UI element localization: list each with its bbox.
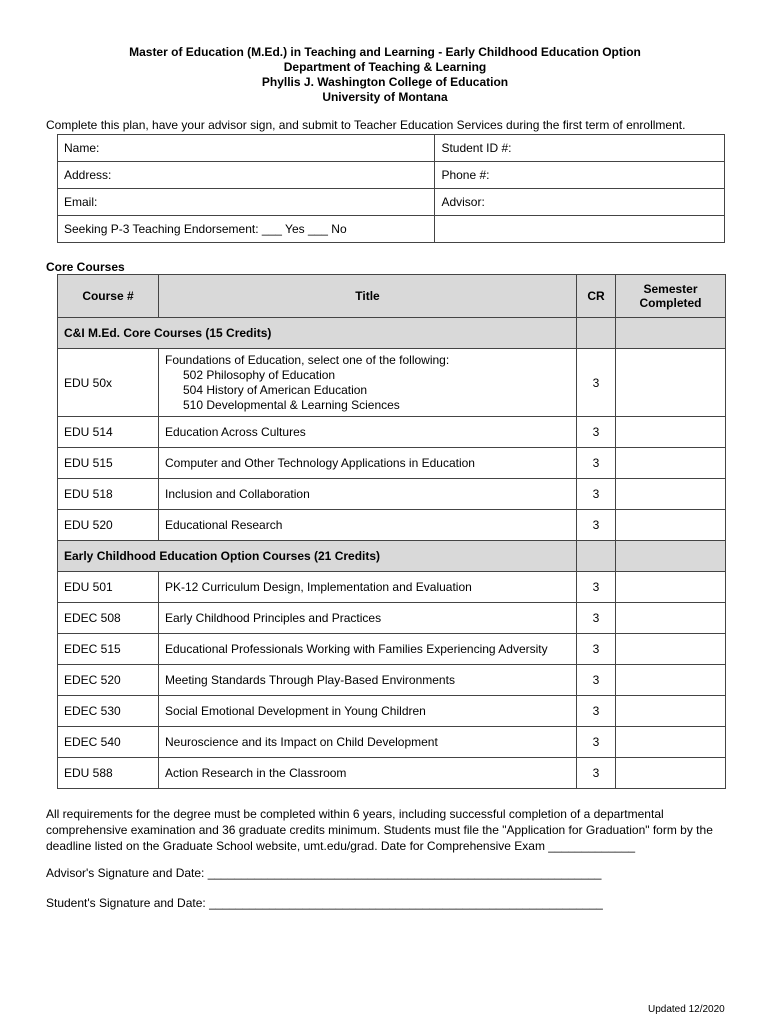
course-credits: 3 bbox=[577, 634, 616, 665]
course-credits: 3 bbox=[577, 572, 616, 603]
semester-completed-cell[interactable] bbox=[616, 665, 726, 696]
course-credits: 3 bbox=[577, 510, 616, 541]
advisor-signature-line[interactable]: Advisor's Signature and Date: ___________________________________________________________ bbox=[46, 866, 602, 880]
endorsement-field[interactable]: Seeking P-3 Teaching Endorsement: ___ Yes ___ No bbox=[58, 216, 435, 243]
course-number: EDU 515 bbox=[58, 448, 159, 479]
course-row bbox=[58, 758, 726, 789]
core-group-label: C&I M.Ed. Core Courses (15 Credits) bbox=[58, 318, 577, 349]
foundations-option: 510 Developmental & Learning Sciences bbox=[183, 397, 400, 412]
course-row bbox=[58, 572, 726, 603]
header-line-1: Master of Education (M.Ed.) in Teaching and Learning - Early Childhood Education Option bbox=[129, 45, 641, 59]
course-credits: 3 bbox=[577, 417, 616, 448]
course-credits: 3 bbox=[577, 696, 616, 727]
course-number: EDU 501 bbox=[58, 572, 159, 603]
course-number: EDEC 540 bbox=[58, 727, 159, 758]
semester-completed-cell[interactable] bbox=[616, 634, 726, 665]
student-id-field[interactable]: Student ID #: bbox=[435, 135, 725, 162]
phone-field[interactable]: Phone #: bbox=[435, 162, 725, 189]
semester-completed-cell[interactable] bbox=[616, 349, 726, 417]
course-number: EDEC 530 bbox=[58, 696, 159, 727]
course-number: EDU 50x bbox=[58, 349, 159, 417]
course-credits: 3 bbox=[577, 349, 616, 417]
student-signature-line[interactable]: Student's Signature and Date: ___________________________________________________________ bbox=[46, 896, 603, 910]
semester-completed-cell[interactable] bbox=[616, 696, 726, 727]
course-number: EDU 588 bbox=[58, 758, 159, 789]
option-group-label: Early Childhood Education Option Courses (21 Credits) bbox=[58, 541, 577, 572]
email-field[interactable]: Email: bbox=[58, 189, 435, 216]
instructions-text: Complete this plan, have your advisor sign, and submit to Teacher Education Services during the first term of enrollment. bbox=[46, 118, 686, 132]
course-credits: 3 bbox=[577, 727, 616, 758]
course-title: Educational Research bbox=[159, 510, 577, 541]
course-title: PK-12 Curriculum Design, Implementation and Evaluation bbox=[159, 572, 577, 603]
course-row bbox=[58, 603, 726, 634]
course-title: Education Across Cultures bbox=[159, 417, 577, 448]
advisor-field[interactable]: Advisor: bbox=[435, 189, 725, 216]
course-row bbox=[58, 510, 726, 541]
course-title: Inclusion and Collaboration bbox=[159, 479, 577, 510]
course-row bbox=[58, 665, 726, 696]
course-credits: 3 bbox=[577, 758, 616, 789]
course-credits: 3 bbox=[577, 479, 616, 510]
course-number-header: Course # bbox=[58, 275, 159, 318]
semester-completed-cell[interactable] bbox=[616, 448, 726, 479]
semester-completed-cell[interactable] bbox=[616, 417, 726, 448]
course-title: Computer and Other Technology Applications in Education bbox=[159, 448, 577, 479]
course-credits: 3 bbox=[577, 665, 616, 696]
course-credits: 3 bbox=[577, 448, 616, 479]
address-field[interactable]: Address: bbox=[58, 162, 435, 189]
semester-completed-header: Semester Completed bbox=[616, 275, 726, 318]
course-title: Social Emotional Development in Young Children bbox=[159, 696, 577, 727]
course-title: Neuroscience and its Impact on Child Development bbox=[159, 727, 577, 758]
name-field[interactable]: Name: bbox=[58, 135, 435, 162]
header-line-4: University of Montana bbox=[322, 90, 448, 104]
course-row bbox=[58, 448, 726, 479]
title-header: Title bbox=[159, 275, 577, 318]
document-header bbox=[0, 45, 770, 105]
student-info-table bbox=[57, 134, 725, 243]
header-line-2: Department of Teaching & Learning bbox=[283, 60, 487, 74]
core-courses-label: Core Courses bbox=[46, 260, 125, 274]
foundations-option: 502 Philosophy of Education bbox=[183, 367, 336, 382]
course-title bbox=[159, 349, 577, 417]
course-row bbox=[58, 479, 726, 510]
course-title: Meeting Standards Through Play-Based Environments bbox=[159, 665, 577, 696]
empty-info-cell bbox=[435, 216, 725, 243]
course-number: EDU 518 bbox=[58, 479, 159, 510]
option-group-row bbox=[58, 541, 726, 572]
course-row bbox=[58, 727, 726, 758]
semester-completed-cell[interactable] bbox=[616, 479, 726, 510]
requirements-text: All requirements for the degree must be completed within 6 years, including successful completion of a departmental comprehensive examination and 36 graduate credits minimum. Students must file the "Application for Graduation" form by the deadline listed on the Graduate School website, umt.edu/grad. Date for Comprehensive Exam _____________ bbox=[46, 807, 713, 853]
credits-header: CR bbox=[577, 275, 616, 318]
updated-date: Updated 12/2020 bbox=[648, 1004, 725, 1015]
semester-completed-cell[interactable] bbox=[616, 603, 726, 634]
course-title: Action Research in the Classroom bbox=[159, 758, 577, 789]
foundations-option: 504 History of American Education bbox=[183, 382, 368, 397]
courses-header-row bbox=[58, 275, 726, 318]
course-row bbox=[58, 417, 726, 448]
semester-completed-cell[interactable] bbox=[616, 727, 726, 758]
course-credits: 3 bbox=[577, 603, 616, 634]
course-number: EDU 514 bbox=[58, 417, 159, 448]
course-title: Educational Professionals Working with Families Experiencing Adversity bbox=[159, 634, 577, 665]
core-group-row bbox=[58, 318, 726, 349]
courses-table bbox=[57, 274, 726, 789]
course-row bbox=[58, 634, 726, 665]
foundations-row bbox=[58, 349, 726, 417]
course-row bbox=[58, 696, 726, 727]
foundations-intro: Foundations of Education, select one of the following: bbox=[165, 352, 450, 367]
semester-completed-cell[interactable] bbox=[616, 510, 726, 541]
course-number: EDU 520 bbox=[58, 510, 159, 541]
course-number: EDEC 520 bbox=[58, 665, 159, 696]
semester-completed-cell[interactable] bbox=[616, 758, 726, 789]
semester-completed-cell[interactable] bbox=[616, 572, 726, 603]
course-number: EDEC 508 bbox=[58, 603, 159, 634]
course-number: EDEC 515 bbox=[58, 634, 159, 665]
header-line-3: Phyllis J. Washington College of Education bbox=[261, 75, 509, 89]
course-title: Early Childhood Principles and Practices bbox=[159, 603, 577, 634]
